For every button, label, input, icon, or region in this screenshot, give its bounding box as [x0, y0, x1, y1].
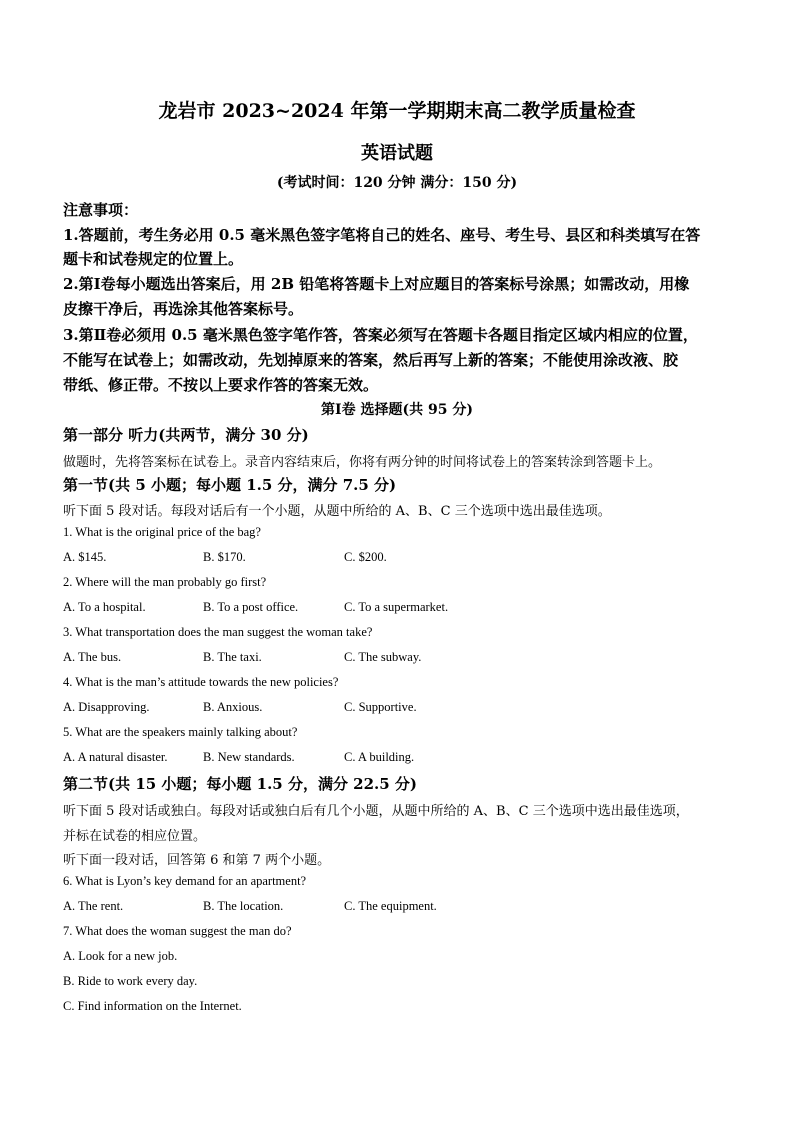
- exam-title: 龙岩市 2023~2024 年第一学期期末高二教学质量检查: [158, 100, 636, 122]
- section2-instruction: 并标在试卷的相应位置。: [63, 829, 207, 844]
- question-1: 1. What is the original price of the bag?: [63, 525, 261, 539]
- notice-line: 题卡和试卷规定的位置上。: [63, 250, 244, 268]
- option-b: B. Ride to work every day.: [63, 974, 198, 988]
- notice-line: 3.第Ⅱ卷必须用 0.5 毫米黑色签字笔作答，答案必须写在答题卡各题目指定区域内相应的位置，: [63, 326, 698, 344]
- notice-heading: 注意事项：: [63, 201, 139, 219]
- option-c: C. To a supermarket.: [344, 600, 449, 614]
- question-7: 7. What does the woman suggest the man do?: [63, 924, 292, 938]
- option-a: A. The bus.: [63, 650, 122, 664]
- section2-heading: 第二节(共 15 小题；每小题 1.5 分，满分 22.5 分): [63, 775, 418, 793]
- option-a: A. $145.: [63, 550, 107, 564]
- option-a: A. To a hospital.: [63, 600, 146, 614]
- part1-heading: 第一部分 听力(共两节，满分 30 分): [63, 426, 309, 444]
- option-a: A. A natural disaster.: [63, 750, 168, 764]
- notice-line: 皮擦干净后，再选涂其他答案标号。: [63, 300, 304, 318]
- option-b: B. New standards.: [203, 750, 295, 764]
- question-2: 2. Where will the man probably go first?: [63, 575, 267, 589]
- question-5: 5. What are the speakers mainly talking about?: [63, 725, 298, 739]
- option-c: C. Find information on the Internet.: [63, 999, 242, 1013]
- option-a: A. Disapproving.: [63, 700, 150, 714]
- question-3: 3. What transportation does the man suggest the woman take?: [63, 625, 373, 639]
- question-6: 6. What is Lyon’s key demand for an apartment?: [63, 874, 307, 888]
- section1-instruction: 听下面 5 段对话。每段对话后有一个小题，从题中所给的 A、B、C 三个选项中选出最佳选项。: [63, 504, 611, 519]
- option-b: B. $170.: [203, 550, 246, 564]
- option-b: B. Anxious.: [203, 700, 263, 714]
- option-b: B. To a post office.: [203, 600, 299, 614]
- section1-heading: 第一节(共 5 小题；每小题 1.5 分，满分 7.5 分): [63, 476, 397, 494]
- section2-sub-instruction: 听下面一段对话，回答第 6 和第 7 两个小题。: [63, 853, 331, 868]
- option-c: C. $200.: [344, 550, 387, 564]
- notice-line: 1.答题前，考生务必用 0.5 毫米黑色签字笔将自己的姓名、座号、考生号、县区和科类填写在答: [63, 226, 701, 244]
- exam-info: (考试时间：120 分钟 满分：150 分): [276, 175, 518, 191]
- subject-title: 英语试题: [361, 143, 433, 164]
- option-c: C. The subway.: [344, 650, 422, 664]
- part1-instruction: 做题时，先将答案标在试卷上。录音内容结束后，你将有两分钟的时间将试卷上的答案转涂到答题卡上。: [63, 455, 662, 470]
- option-c: C. Supportive.: [344, 700, 417, 714]
- option-b: B. The taxi.: [203, 650, 262, 664]
- option-c: C. A building.: [344, 750, 415, 764]
- option-a: A. Look for a new job.: [63, 949, 178, 963]
- option-a: A. The rent.: [63, 899, 124, 913]
- volume-heading: 第Ⅰ卷 选择题(共 95 分): [321, 402, 473, 418]
- notice-line: 带纸、修正带。不按以上要求作答的答案无效。: [63, 376, 379, 394]
- section2-instruction: 听下面 5 段对话或独白。每段对话或独白后有几个小题，从题中所给的 A、B、C 三个选项中选出最佳选项，: [63, 804, 689, 819]
- question-4: 4. What is the man’s attitude towards the new policies?: [63, 675, 339, 689]
- option-c: C. The equipment.: [344, 899, 437, 913]
- notice-line: 2.第Ⅰ卷每小题选出答案后，用 2B 铅笔将答题卡上对应题目的答案标号涂黑；如需改动，用橡: [63, 275, 690, 293]
- option-b: B. The location.: [203, 899, 284, 913]
- notice-line: 不能写在试卷上；如需改动，先划掉原来的答案，然后再写上新的答案；不能使用涂改液、胶: [63, 351, 679, 369]
